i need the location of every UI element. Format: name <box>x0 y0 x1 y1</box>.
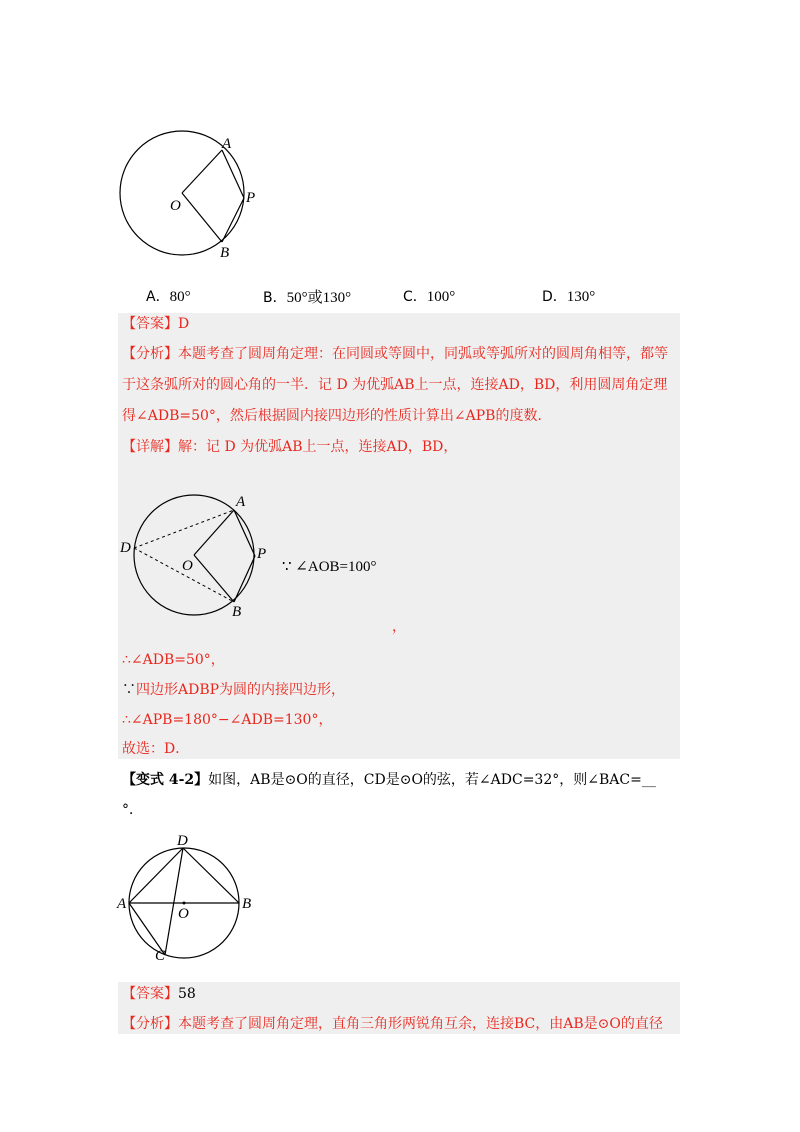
answer-2 <box>122 984 196 1004</box>
analysis-2-text: 本题考查了圆周角定理，直角三角形两锐角互余，连接BC，由AB是⊙O的直径 <box>178 1016 663 1032</box>
analysis-2-tag: 【分析】 <box>122 1016 178 1032</box>
variant-question <box>122 770 656 790</box>
option-d-value: 130° <box>566 289 596 305</box>
step-2-prefix: ∵ <box>122 682 136 698</box>
detail-1-text: 解：记 D 为优弧AB上一点，连接AD，BD， <box>178 439 458 455</box>
fig2-label-d: D <box>120 540 131 556</box>
option-d <box>542 286 595 306</box>
step-1: ∴∠ADB=50°， <box>122 652 225 668</box>
fig3-label-c: C <box>155 948 166 962</box>
analysis-1-line-1 <box>122 344 668 364</box>
step-3: ∴∠APB=180°−∠ADB=130°， <box>122 712 333 728</box>
variant-question-line-2: °． <box>122 802 143 818</box>
figure-2-caption: ∵ ∠AOB=100° <box>282 559 377 575</box>
step-4: 故选：D． <box>122 741 190 757</box>
answer-2-tag: 【答案】 <box>122 986 178 1002</box>
fig2-label-p: P <box>257 546 267 562</box>
step-2 <box>122 680 345 700</box>
fig1-label-p: P <box>246 190 256 206</box>
circle-figure-3 <box>116 832 266 962</box>
step-2-text: 四边形ADBP为圆的内接四边形， <box>136 682 346 698</box>
analysis-1-tag: 【分析】 <box>122 346 178 362</box>
option-a <box>146 286 191 306</box>
detail-1 <box>122 437 457 457</box>
option-a-letter: A． <box>146 289 170 305</box>
option-c-letter: C． <box>403 289 427 305</box>
option-b <box>263 286 351 307</box>
analysis-1-line-2: 于这条弧所对的圆心角的一半．记 D 为优弧AB上一点，连接AD，BD，利用圆周角定理 <box>122 377 668 393</box>
fig3-label-b: B <box>242 896 252 912</box>
analysis-2 <box>122 1014 663 1034</box>
answer-2-value: 58 <box>178 986 196 1002</box>
option-b-letter: B． <box>263 290 287 306</box>
variant-text: 如图，AB是⊙O的直径，CD是⊙O的弦，若∠ADC=32°，则∠BAC= <box>208 772 642 788</box>
fig3-label-o: O <box>178 906 189 922</box>
fig1-label-b: B <box>220 245 230 261</box>
fig2-label-a: A <box>236 494 246 510</box>
option-a-value: 80° <box>169 289 191 305</box>
circle-figure-1 <box>110 130 270 265</box>
option-c <box>403 286 455 306</box>
option-c-value: 100° <box>426 289 456 305</box>
analysis-1-text-1: 本题考查了圆周角定理：在同圆或等圆中，同弧或等弧所对的圆周角相等，都等 <box>178 346 668 362</box>
answer-1-tag: 【答案】 <box>122 316 178 332</box>
fig2-label-b: B <box>232 604 242 620</box>
answer-1 <box>122 314 189 334</box>
fig2-label-o: O <box>182 558 193 574</box>
variant-tag: 【变式 4-2】 <box>122 772 209 788</box>
option-b-value: 50°或130° <box>286 290 352 306</box>
fig3-label-d: D <box>177 833 188 849</box>
option-d-letter: D． <box>542 289 567 305</box>
answer-1-value: D <box>178 316 190 332</box>
detail-1-tag: 【详解】 <box>122 439 178 455</box>
fig1-label-a: A <box>222 136 232 152</box>
analysis-1-line-3: 得∠ADB=50°，然后根据圆内接四边形的性质计算出∠APB的度数． <box>122 408 552 424</box>
circle-figure-2 <box>118 490 278 620</box>
lone-comma: ， <box>392 619 406 635</box>
answer-blank: __ <box>641 772 656 788</box>
fig3-label-a: A <box>117 896 127 912</box>
fig1-label-o: O <box>170 198 181 214</box>
